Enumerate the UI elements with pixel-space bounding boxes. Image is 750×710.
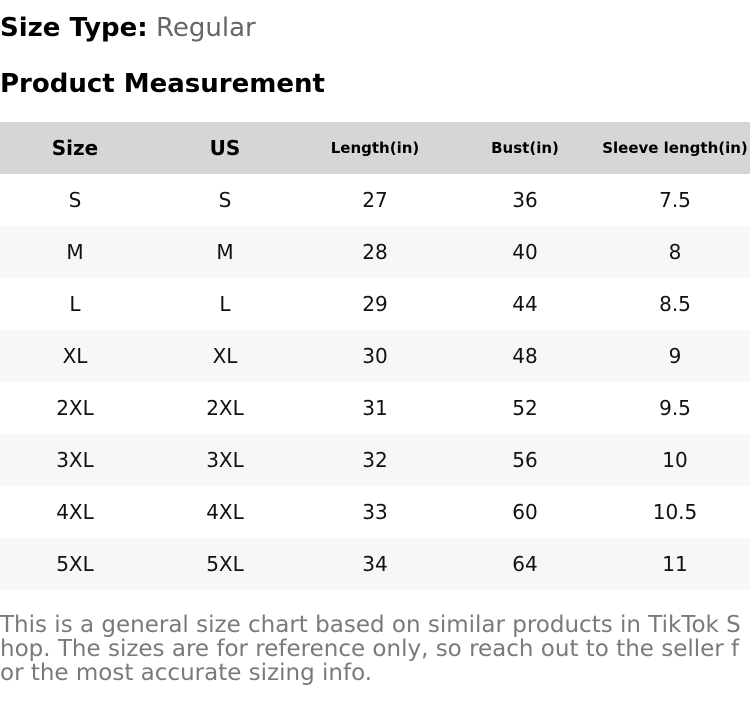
cell-length: 30 (300, 330, 450, 382)
size-type (0, 12, 256, 44)
cell-size: 4XL (0, 486, 150, 538)
cell-length: 27 (300, 174, 450, 226)
cell-bust: 56 (450, 434, 600, 486)
cell-sleeve-length: 8 (600, 226, 750, 278)
section-title: Product Measurement (0, 69, 325, 99)
header-length: Length(in) (300, 122, 450, 174)
cell-sleeve-length: 11 (600, 538, 750, 590)
header-size: Size (0, 122, 150, 174)
cell-us: XL (150, 330, 300, 382)
table-row (0, 382, 750, 434)
table-row (0, 434, 750, 486)
cell-sleeve-length: 10.5 (600, 486, 750, 538)
table-body (0, 174, 750, 590)
cell-us: 4XL (150, 486, 300, 538)
table-row (0, 174, 750, 226)
cell-size: M (0, 226, 150, 278)
cell-size: 2XL (0, 382, 150, 434)
size-type-value: Regular (155, 13, 256, 43)
cell-size: XL (0, 330, 150, 382)
cell-us: M (150, 226, 300, 278)
cell-bust: 40 (450, 226, 600, 278)
table-row (0, 486, 750, 538)
cell-us: S (150, 174, 300, 226)
cell-size: S (0, 174, 150, 226)
cell-size: 3XL (0, 434, 150, 486)
cell-bust: 48 (450, 330, 600, 382)
cell-length: 28 (300, 226, 450, 278)
cell-us: 5XL (150, 538, 300, 590)
table-row (0, 226, 750, 278)
cell-size: L (0, 278, 150, 330)
table-row (0, 538, 750, 590)
header-bust: Bust(in) (450, 122, 600, 174)
cell-length: 34 (300, 538, 450, 590)
table-row (0, 278, 750, 330)
cell-size: 5XL (0, 538, 150, 590)
cell-us: 2XL (150, 382, 300, 434)
header-us: US (150, 122, 300, 174)
cell-length: 32 (300, 434, 450, 486)
cell-bust: 52 (450, 382, 600, 434)
cell-bust: 44 (450, 278, 600, 330)
table-row (0, 330, 750, 382)
cell-length: 31 (300, 382, 450, 434)
cell-us: L (150, 278, 300, 330)
cell-sleeve-length: 7.5 (600, 174, 750, 226)
cell-length: 33 (300, 486, 450, 538)
size-chart-note: This is a general size chart based on similar products in TikTok Shop. The sizes are for reference only, so reach out to the seller for the most accurate sizing info. (0, 612, 741, 686)
cell-sleeve-length: 8.5 (600, 278, 750, 330)
table-header-row (0, 122, 750, 174)
cell-sleeve-length: 9 (600, 330, 750, 382)
cell-bust: 36 (450, 174, 600, 226)
size-type-label: Size Type: (0, 13, 148, 43)
cell-bust: 64 (450, 538, 600, 590)
cell-bust: 60 (450, 486, 600, 538)
size-chart-table (0, 122, 750, 590)
cell-us: 3XL (150, 434, 300, 486)
cell-sleeve-length: 10 (600, 434, 750, 486)
cell-length: 29 (300, 278, 450, 330)
header-sleeve-length: Sleeve length(in) (600, 122, 750, 174)
cell-sleeve-length: 9.5 (600, 382, 750, 434)
